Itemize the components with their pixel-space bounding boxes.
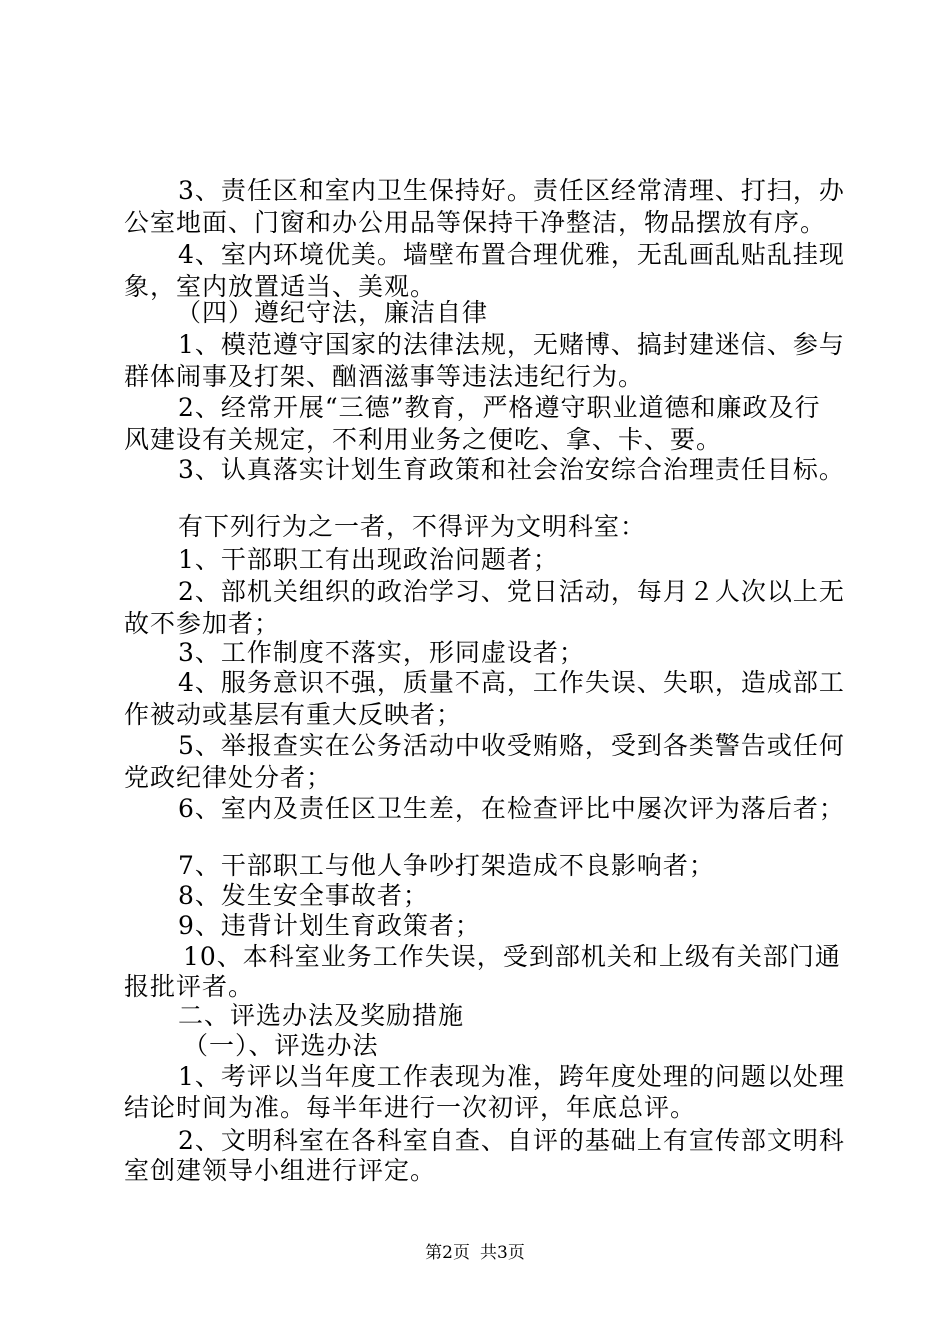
paragraph-line: 4、室内环境优美。墙壁布置合理优雅，无乱画乱贴乱挂现 (178, 240, 845, 269)
list-item: 10、本科室业务工作失误，受到部机关和上级有关部门通 (183, 942, 841, 971)
paragraph-line: 1、考评以当年度工作表现为准，跨年度处理的问题以处理 (178, 1062, 845, 1091)
list-item: 5、举报查实在公务活动中收受贿赂，受到各类警告或任何 (178, 731, 845, 760)
paragraph-line: 群体闹事及打架、酗酒滋事等违法违纪行为。 (124, 362, 645, 391)
paragraph-line: 2、文明科室在各科室自查、自评的基础上有宣传部文明科 (178, 1126, 845, 1155)
paragraph-line: 结论时间为准。每半年进行一次初评，年底总评。 (124, 1093, 697, 1122)
page-number: 第2页 (425, 1243, 470, 1263)
section-heading: 二、评选办法及奖励措施 (178, 1001, 465, 1030)
paragraph-line: 风建设有关规定，不利用业务之便吃、拿、卡、要。 (124, 425, 723, 454)
list-item: 6、室内及责任区卫生差，在检查评比中屡次评为落后者； (178, 794, 845, 823)
list-item: 8、发生安全事故者； (178, 881, 429, 910)
paragraph-line: 1、模范遵守国家的法律法规，无赌博、搞封建迷信、参与 (178, 330, 845, 359)
paragraph-line: 象，室内放置适当、美观。 (124, 272, 437, 301)
paragraph-line: 3、责任区和室内卫生保持好。责任区经常清理、打扫，办 (178, 176, 845, 205)
paragraph-line: 2、经常开展“三德”教育，严格遵守职业道德和廉政及行 (178, 393, 821, 422)
list-item-continuation: 故不参加者； (124, 609, 281, 638)
list-item: 1、干部职工有出现政治问题者； (178, 545, 559, 574)
list-item: 4、服务意识不强，质量不高，工作失误、失职，造成部工 (178, 668, 845, 697)
paragraph-line: 有下列行为之一者，不得评为文明科室： (178, 512, 647, 541)
paragraph-line: 室创建领导小组进行评定。 (124, 1156, 437, 1185)
list-item-continuation: 党政纪律处分者； (124, 763, 333, 792)
list-item-continuation: 作被动或基层有重大反映者； (124, 700, 463, 729)
paragraph-line: 公室地面、门窗和办公用品等保持干净整洁，物品摆放有序。 (124, 208, 827, 237)
section-heading: （四）遵纪守法，廉洁自律 (176, 298, 489, 327)
list-item-continuation: 报批评者。 (124, 972, 255, 1001)
page-footer (0, 1242, 950, 1264)
list-item: 3、工作制度不落实，形同虚设者； (178, 638, 585, 667)
list-item: 2、部机关组织的政治学习、党日活动，每月２人次以上无 (178, 577, 845, 606)
list-item: 7、干部职工与他人争吵打架造成不良影响者； (178, 851, 715, 880)
page-total: 共3页 (480, 1243, 525, 1263)
paragraph-line: 3、认真落实计划生育政策和社会治安综合治理责任目标。 (178, 455, 845, 484)
list-item: 9、违背计划生育政策者； (178, 911, 481, 940)
subsection-heading: （一）、评选办法 (183, 1031, 379, 1060)
